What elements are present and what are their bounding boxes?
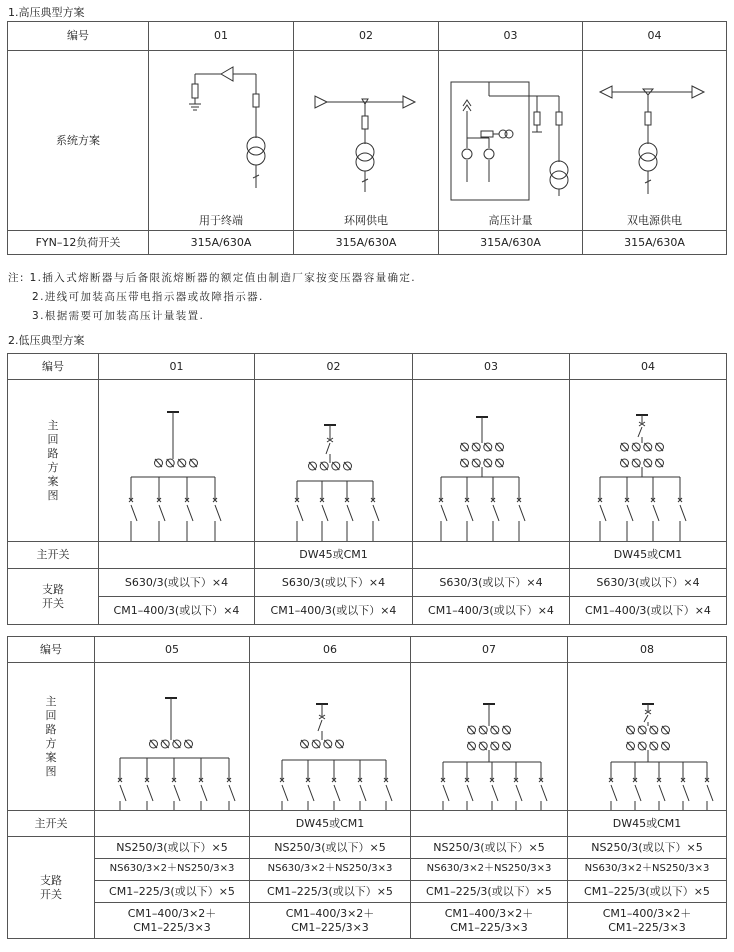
lv2-no-07: 07	[411, 637, 568, 663]
lv2-no-06: 06	[250, 637, 411, 663]
fuse-icon	[192, 84, 198, 98]
lv2-label-main: 主开关	[8, 811, 95, 837]
hv-switch-01: 315A/630A	[149, 231, 294, 255]
lv-diagram-02	[255, 380, 413, 542]
lv-diagram-08-svg	[568, 664, 726, 810]
fuse-icon	[556, 112, 562, 125]
lv1-branch-01-b: CM1–400/3(或以下）×4	[99, 597, 255, 625]
transformer-icon	[356, 143, 374, 161]
lv1-branch-02-b: CM1–400/3(或以下）×4	[255, 597, 413, 625]
lv-diagram-04-svg	[570, 381, 726, 541]
lv2-label-branch	[8, 837, 95, 939]
lv1-label-diagram	[8, 380, 99, 542]
lv1-branch-02-a: S630/3(或以下）×4	[255, 569, 413, 597]
breaker-icon	[301, 740, 344, 748]
breaker-icon	[150, 740, 193, 748]
hv-no-03: 03	[439, 22, 583, 51]
lv2-branch-07-c: CM1–225/3(或以下）×5	[411, 881, 568, 903]
hv-label-scheme: 系统方案	[8, 51, 149, 231]
lv2-main-08: DW45或CM1	[568, 811, 727, 837]
lv-diagram-07	[411, 663, 568, 811]
lv1-label-no: 编号	[8, 354, 99, 380]
breaker-icon	[468, 726, 511, 734]
lv1-branch-01-a: S630/3(或以下）×4	[99, 569, 255, 597]
lv1-no-02: 02	[255, 354, 413, 380]
lv-diagram-03	[413, 380, 570, 542]
hv-diagram-01	[149, 51, 294, 231]
lv2-no-05: 05	[95, 637, 250, 663]
fuse-icon	[645, 112, 651, 125]
lv-diagram-04	[570, 380, 727, 542]
lv2-branch-08-b: NS630/3×2＋NS250/3×3	[568, 859, 727, 881]
hv-no-02: 02	[294, 22, 439, 51]
lv1-no-03: 03	[413, 354, 570, 380]
hv-switch-04: 315A/630A	[583, 231, 727, 255]
lv2-label-diagram-text: 主回路方案图	[45, 694, 57, 778]
lv1-main-02: DW45或CM1	[255, 542, 413, 569]
hv-heading: 1.高压典型方案	[8, 6, 85, 19]
lv2-branch-05-b: NS630/3×2＋NS250/3×3	[95, 859, 250, 881]
lv1-main-04: DW45或CM1	[570, 542, 727, 569]
lv-diagram-02-svg	[255, 381, 412, 541]
lv-table-2	[7, 636, 727, 939]
lv-diagram-01	[99, 380, 255, 542]
lv2-branch-05-c: CM1–225/3(或以下）×5	[95, 881, 250, 903]
lv-diagram-06	[250, 663, 411, 811]
lv2-branch-07-b: NS630/3×2＋NS250/3×3	[411, 859, 568, 881]
lv2-branch-05-d2: CM1–225/3×3	[133, 920, 211, 934]
lv2-branch-07-d2: CM1–225/3×3	[450, 920, 528, 934]
lv-diagram-01-svg	[99, 381, 254, 541]
transformer-icon	[550, 161, 568, 179]
breaker-icon	[621, 443, 664, 451]
lv2-label-no: 编号	[8, 637, 95, 663]
hv-caption-02: 环网供电	[344, 213, 388, 227]
lv2-branch-06-d2: CM1–225/3×3	[291, 920, 369, 934]
hv-switch-02: 315A/630A	[294, 231, 439, 255]
hv-diagram-03	[439, 51, 583, 231]
lv2-branch-07-d	[411, 903, 568, 939]
ct-icon	[462, 149, 472, 159]
lv-diagram-07-svg	[411, 664, 567, 810]
lv2-main-05	[95, 811, 250, 837]
lv-diagram-03-svg	[413, 381, 569, 541]
hv-note-2: 2.进线可加装高压带电指示器或故障指示器.	[32, 291, 264, 303]
lv1-branch-04-b: CM1–400/3(或以下）×4	[570, 597, 727, 625]
lv1-label-branch	[8, 569, 99, 625]
lv2-branch-06-d1: CM1–400/3×2＋	[285, 906, 375, 920]
lv2-label-branch-text: 支路开关	[40, 873, 62, 901]
lv2-branch-07-a: NS250/3(或以下）×5	[411, 837, 568, 859]
lv2-no-08: 08	[568, 637, 727, 663]
lv2-main-06: DW45或CM1	[250, 811, 411, 837]
lv1-branch-03-a: S630/3(或以下）×4	[413, 569, 570, 597]
lv1-main-03	[413, 542, 570, 569]
fuse-icon	[253, 94, 259, 107]
lv2-branch-08-a: NS250/3(或以下）×5	[568, 837, 727, 859]
lv2-branch-06-a: NS250/3(或以下）×5	[250, 837, 411, 859]
lv2-branch-06-c: CM1–225/3(或以下）×5	[250, 881, 411, 903]
lv-diagram-06-svg	[250, 664, 410, 810]
hv-caption-01: 用于终端	[199, 213, 243, 227]
lv2-branch-08-d1: CM1–400/3×2＋	[602, 906, 692, 920]
metering-cabinet	[451, 82, 529, 200]
transformer-icon	[247, 137, 265, 155]
lv-diagram-05	[95, 663, 250, 811]
lv1-main-01	[99, 542, 255, 569]
hv-no-01: 01	[149, 22, 294, 51]
hv-note-1: 注: 1.插入式熔断器与后备限流熔断器的额定值由制造厂家按变压器容量确定.	[8, 272, 417, 284]
lv2-branch-06-d	[250, 903, 411, 939]
lv2-branch-07-d1: CM1–400/3×2＋	[444, 906, 534, 920]
hv-caption-04: 双电源供电	[627, 213, 682, 227]
breaker-icon	[461, 443, 504, 451]
hv-label-no: 编号	[8, 22, 149, 51]
hv-diagram-03-svg	[439, 54, 582, 216]
hv-switch-03: 315A/630A	[439, 231, 583, 255]
breaker-icon	[309, 462, 352, 470]
breaker-icon	[155, 459, 198, 467]
lv-heading: 2.低压典型方案	[8, 334, 85, 347]
lv2-branch-06-b: NS630/3×2＋NS250/3×3	[250, 859, 411, 881]
lv1-no-01: 01	[99, 354, 255, 380]
hv-caption-03: 高压计量	[488, 213, 533, 227]
fuse-icon	[534, 112, 540, 125]
fuse-icon	[362, 116, 368, 129]
hv-scheme-table	[7, 21, 727, 255]
lv1-label-branch-text: 支路开关	[42, 582, 64, 610]
breaker-icon	[627, 726, 670, 734]
lv2-branch-05-d	[95, 903, 250, 939]
hv-diagram-02-svg	[294, 54, 438, 216]
lv1-branch-04-a: S630/3(或以下）×4	[570, 569, 727, 597]
lv1-branch-03-b: CM1–400/3(或以下）×4	[413, 597, 570, 625]
lv2-label-diagram	[8, 663, 95, 811]
lv1-label-main: 主开关	[8, 542, 99, 569]
hv-diagram-02	[294, 51, 439, 231]
lv-diagram-05-svg	[95, 664, 249, 810]
lv2-branch-08-d	[568, 903, 727, 939]
lv1-no-04: 04	[570, 354, 727, 380]
lv2-branch-08-d2: CM1–225/3×3	[608, 920, 686, 934]
lv-diagram-08	[568, 663, 727, 811]
transformer-icon	[639, 143, 657, 161]
lv1-label-diagram-text: 主回路方案图	[47, 418, 59, 502]
lv-table-1	[7, 353, 727, 625]
hv-note-3: 3.根据需要可加装高压计量装置.	[32, 310, 205, 322]
lv2-branch-05-a: NS250/3(或以下）×5	[95, 837, 250, 859]
hv-no-04: 04	[583, 22, 727, 51]
hv-diagram-04-svg	[583, 54, 726, 216]
hv-label-switch: FYN–12负荷开关	[8, 231, 149, 255]
lv2-branch-08-c: CM1–225/3(或以下）×5	[568, 881, 727, 903]
hv-diagram-04	[583, 51, 727, 231]
hv-diagram-01-svg	[149, 54, 293, 216]
lv2-main-07	[411, 811, 568, 837]
lv2-branch-05-d1: CM1–400/3×2＋	[127, 906, 217, 920]
